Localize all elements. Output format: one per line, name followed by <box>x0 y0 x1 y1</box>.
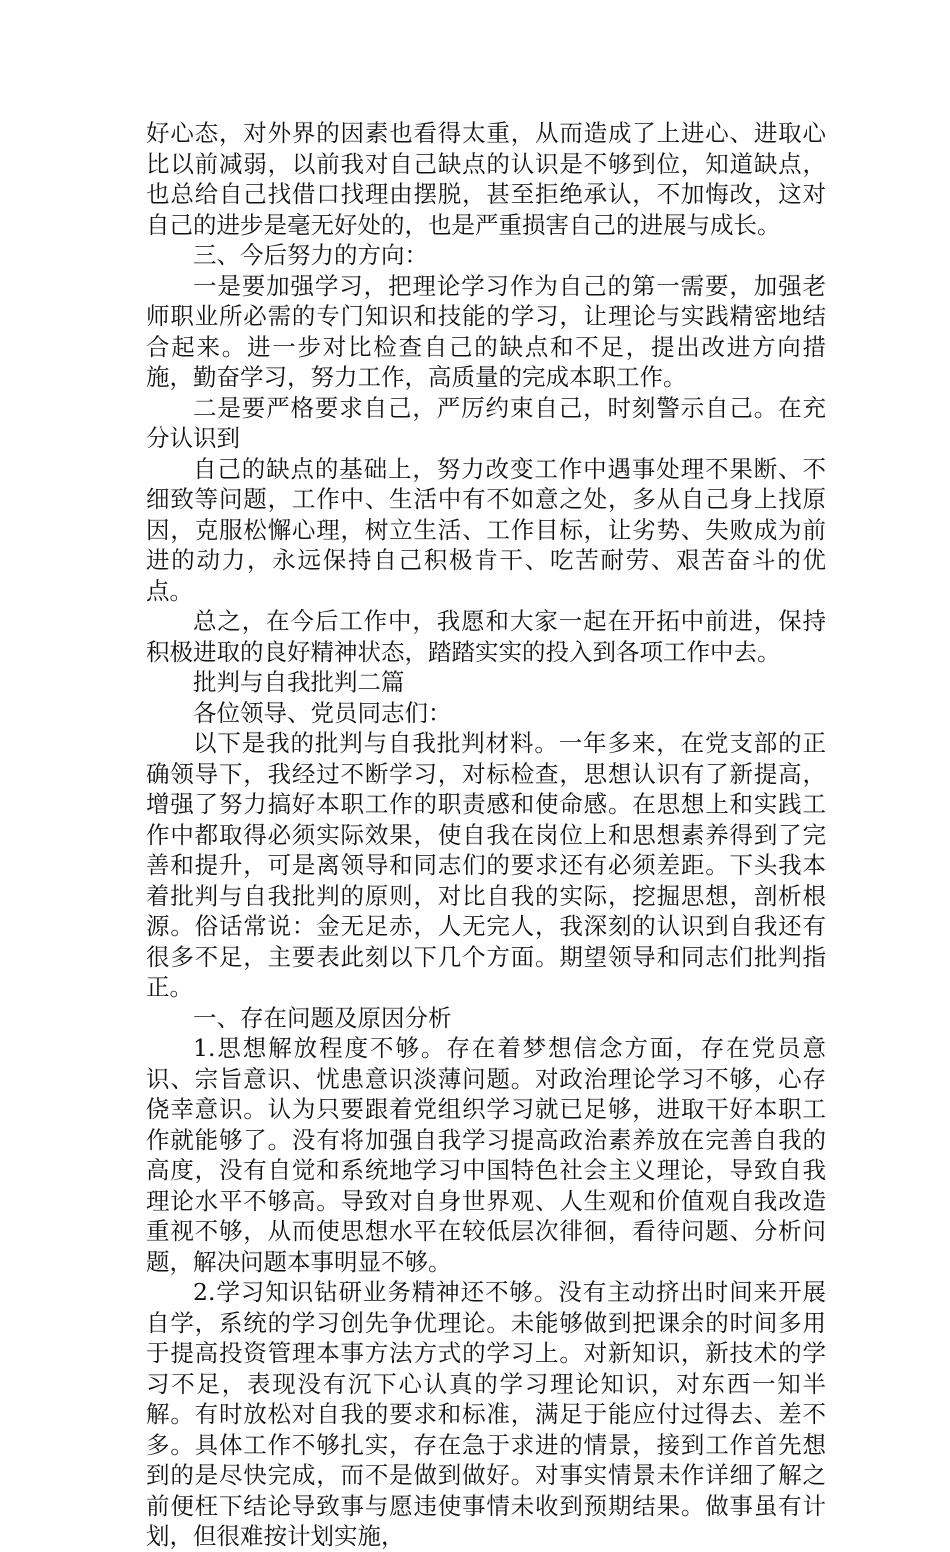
document-title: 批判与自我批判二篇 <box>193 668 405 696</box>
section-heading: 三、今后努力的方向： <box>193 241 428 269</box>
salutation: 各位领导、党员同志们： <box>193 698 452 727</box>
paragraph: 总之，在今后工作中，我愿和大家一起在开拓中前进，保持积极进取的良好精神状态，踏踏实实的投入到各项工作中去。 <box>146 607 826 666</box>
paragraph: 自己的缺点的基础上，努力改变工作中遇事处理不果断、不细致等问题，工作中、生活中有不如意之处，多从自己身上找原因，克服松懈心理，树立生活、工作目标，让劣势、失败成为前进的动力，永远保持自己积极肯干、吃苦耐劳、艰苦奋斗的优点。 <box>146 454 826 605</box>
paragraph: 好心态，对外界的因素也看得太重，从而造成了上进心、进取心比以前减弱，以前我对自己缺点的认识是不够到位，知道缺点，也总给自己找借口找理由摆脱，甚至拒绝承认，不加悔改，这对自己的进步是毫无好处的，也是严重损害自己的进展与成长。 <box>146 119 826 239</box>
paragraph: 2.学习知识钻研业务精神还不够。没有主动挤出时间来开展自学，系统的学习创先争优理论。未能够做到把课余的时间多用于提高投资管理本事方法方式的学习上。对新知识，新技术的学习不足，表现没有沉下心认真的学习理论知识，对东西一知半解。有时放松对自我的要求和标准，满足于能应付过得去、差不多。具体工作不够扎实，存在急于求进的情景，接到工作首先想到的是尽快完成，而不是做到做好。对事实情景未作详细了解之前便枉下结论导致事与愿违使事情未收到预期结果。做事虽有计划，但很难按计划实施， <box>146 1278 826 1550</box>
paragraph: 二是要严格要求自己，严厉约束自己，时刻警示自己。在充分认识到 <box>146 393 826 452</box>
paragraph: 一是要加强学习，把理论学习作为自己的第一需要，加强老师职业所必需的专门知识和技能的学习，让理论与实践精密地结合起来。进一步对比检查自己的缺点和不足，提出改进方向措施，勤奋学习，努力工作，高质量的完成本职工作。 <box>146 271 826 391</box>
section-heading: 一、存在问题及原因分析 <box>193 1003 452 1032</box>
paragraph: 以下是我的批判与自我批判材料。一年多来，在党支部的正确领导下，我经过不断学习，对标检查，思想认识有了新提高，增强了努力搞好本职工作的职责感和使命感。在思想上和实践工作中都取得必须实际效果，使自我在岗位上和思想素养得到了完善和提升，可是离领导和同志们的要求还有必须差距。下头我本着批判与自我批判的原则，对比自我的实际，挖掘思想，剖析根源。俗话常说：金无足赤，人无完人，我深刻的认识到自我还有很多不足，主要表此刻以下几个方面。期望领导和同志们批判指正。 <box>146 729 826 1001</box>
document-page <box>146 118 826 1552</box>
paragraph: 1.思想解放程度不够。存在着梦想信念方面，存在党员意识、宗旨意识、忧患意识淡薄问题。对政治理论学习不够，心存侥幸意识。认为只要跟着党组织学习就已足够，进取干好本职工作就能够了。没有将加强自我学习提高政治素养放在完善自我的高度，没有自觉和系统地学习中国特色社会主义理论，导致自我理论水平不够高。导致对自身世界观、人生观和价值观自我改造重视不够，从而使思想水平在较低层次徘徊，看待问题、分析问题，解决问题本事明显不够。 <box>146 1034 826 1276</box>
